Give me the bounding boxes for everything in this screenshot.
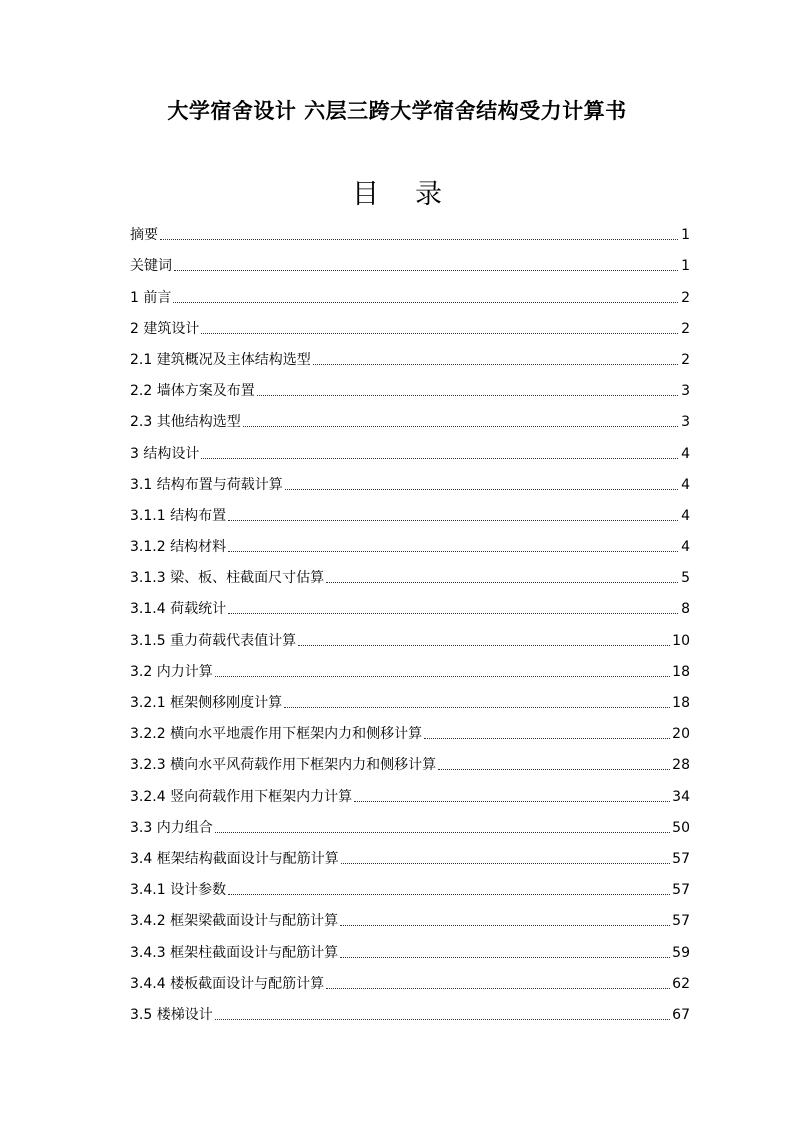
toc-entry-label: 3.5 楼梯设计 — [130, 1006, 213, 1023]
toc-dot-leader — [215, 675, 670, 677]
toc-entry[interactable] — [130, 430, 690, 461]
toc-entry-page: 4 — [681, 476, 690, 493]
toc-entry[interactable] — [130, 524, 690, 555]
toc-entry-page: 20 — [672, 726, 690, 743]
toc-entry[interactable] — [130, 992, 690, 1023]
toc-entry-label: 3.2.3 横向水平风荷载作用下框架内力和侧移计算 — [130, 757, 437, 774]
toc-entry-page: 8 — [681, 601, 690, 618]
toc-entry[interactable] — [130, 306, 690, 337]
toc-entry[interactable] — [130, 742, 690, 773]
toc-entry[interactable] — [130, 929, 690, 960]
toc-entry[interactable] — [130, 773, 690, 804]
toc-entry-page: 67 — [672, 1006, 690, 1023]
toc-dot-leader — [243, 425, 678, 427]
document-title: 大学宿舍设计 六层三跨大学宿舍结构受力计算书 — [167, 99, 627, 123]
toc-entry-label: 3.2.2 横向水平地震作用下框架内力和侧移计算 — [130, 726, 423, 743]
toc-entry[interactable] — [130, 617, 690, 648]
toc-entry-label: 2.1 建筑概况及主体结构选型 — [130, 351, 311, 368]
toc-entry[interactable] — [130, 867, 690, 898]
toc-entry-label: 2 建筑设计 — [130, 320, 200, 337]
toc-entry[interactable] — [130, 368, 690, 399]
toc-entry[interactable] — [130, 898, 690, 929]
toc-entry-page: 59 — [672, 944, 690, 961]
toc-dot-leader — [228, 612, 678, 614]
toc-dot-leader — [228, 550, 678, 552]
toc-entry-label: 3.4.3 框架柱截面设计与配筋计算 — [130, 944, 339, 961]
toc-entry-page: 3 — [681, 414, 690, 431]
toc-entry-label: 关键词 — [130, 258, 172, 275]
toc-entry-label: 3.3 内力组合 — [130, 819, 213, 836]
toc-dot-leader — [201, 332, 678, 334]
toc-heading — [0, 172, 794, 211]
toc-entry-page: 18 — [672, 695, 690, 711]
toc-dot-leader — [173, 301, 678, 303]
toc-entry-page: 2 — [681, 320, 690, 337]
toc-entry-page: 4 — [681, 539, 690, 556]
toc-entry[interactable] — [130, 399, 690, 430]
toc-entry[interactable] — [130, 711, 690, 742]
toc-entry-label: 3.4.2 框架梁截面设计与配筋计算 — [130, 913, 339, 930]
toc-entry-label: 1 前言 — [130, 289, 172, 306]
toc-entry-label: 3.4.1 设计参数 — [130, 882, 227, 899]
toc-dot-leader — [215, 1018, 670, 1020]
toc-entry-page: 28 — [672, 757, 690, 774]
toc-entry-page: 1 — [681, 258, 690, 275]
toc-entry-page: 57 — [672, 882, 690, 899]
toc-dot-leader — [341, 862, 670, 864]
toc-dot-leader — [326, 581, 678, 583]
toc-entry-page: 2 — [681, 289, 690, 306]
toc-entry-page: 3 — [681, 383, 690, 400]
toc-dot-leader — [326, 987, 670, 989]
toc-dot-leader — [201, 457, 678, 459]
toc-entry[interactable] — [130, 493, 690, 524]
toc-entry[interactable] — [130, 462, 690, 493]
toc-entry-label: 3.1.4 荷载统计 — [130, 601, 227, 618]
toc-entry-page: 62 — [672, 975, 690, 992]
toc-heading-char-1: 目 — [352, 179, 379, 210]
toc-dot-leader — [160, 238, 678, 240]
toc-dot-leader — [298, 644, 670, 646]
toc-entry-page: 57 — [672, 913, 690, 930]
toc-entry[interactable] — [130, 680, 690, 711]
toc-dot-leader — [284, 706, 670, 708]
toc-entry-page: 1 — [681, 227, 690, 244]
toc-entry[interactable] — [130, 243, 690, 274]
toc-entry-label: 3.2 内力计算 — [130, 663, 213, 680]
toc-entry-label: 摘要 — [130, 227, 158, 244]
toc-entry-label: 3.2.1 框架侧移刚度计算 — [130, 695, 283, 711]
toc-entry-page: 10 — [672, 632, 690, 649]
toc-dot-leader — [354, 800, 670, 802]
toc-entry-label: 3.1.2 结构材料 — [130, 539, 227, 556]
toc-dot-leader — [174, 269, 678, 271]
toc-entry-page: 34 — [672, 788, 690, 805]
toc-dot-leader — [340, 956, 670, 958]
toc-entry-label: 3.1.1 结构布置 — [130, 507, 227, 524]
toc-dot-leader — [228, 519, 678, 521]
toc-entry-page: 18 — [672, 663, 690, 680]
toc-entry[interactable] — [130, 337, 690, 368]
toc-dot-leader — [340, 924, 670, 926]
toc-entry-page: 4 — [681, 445, 690, 462]
toc-dot-leader — [285, 488, 678, 490]
toc-entry[interactable] — [130, 274, 690, 305]
toc-entry[interactable] — [130, 649, 690, 680]
toc-entry-page: 4 — [681, 507, 690, 524]
toc-heading-char-2: 录 — [415, 179, 442, 210]
toc-entry-label: 3.1.5 重力荷载代表值计算 — [130, 632, 297, 649]
toc-entry[interactable] — [130, 586, 690, 617]
toc-entry-label: 3.1 结构布置与荷载计算 — [130, 476, 283, 493]
toc-entry-label: 3 结构设计 — [130, 445, 200, 462]
toc-entry-page: 2 — [681, 351, 690, 368]
toc-entry[interactable] — [130, 836, 690, 867]
toc-entry-page: 50 — [672, 819, 690, 836]
toc-entry[interactable] — [130, 805, 690, 836]
toc-entry-label: 2.2 墙体方案及布置 — [130, 383, 255, 400]
toc-entry-label: 3.1.3 梁、板、柱截面尺寸估算 — [130, 570, 325, 587]
toc-entry-label: 3.4 框架结构截面设计与配筋计算 — [130, 850, 339, 867]
toc-dot-leader — [313, 363, 678, 365]
toc-entry-page: 5 — [681, 570, 690, 587]
toc-entry[interactable] — [130, 555, 690, 586]
toc-entry-label: 2.3 其他结构选型 — [130, 414, 241, 431]
toc-entry-label: 3.4.4 楼板截面设计与配筋计算 — [130, 975, 325, 992]
toc-dot-leader — [438, 768, 670, 770]
toc-entry-page: 57 — [672, 850, 690, 867]
toc-entry-label: 3.2.4 竖向荷载作用下框架内力计算 — [130, 788, 353, 805]
toc-entry[interactable] — [130, 961, 690, 992]
toc-dot-leader — [257, 394, 678, 396]
toc-dot-leader — [215, 831, 670, 833]
toc-dot-leader — [228, 893, 670, 895]
toc-dot-leader — [424, 737, 670, 739]
toc-entry[interactable] — [130, 212, 690, 243]
table-of-contents — [130, 212, 690, 1023]
